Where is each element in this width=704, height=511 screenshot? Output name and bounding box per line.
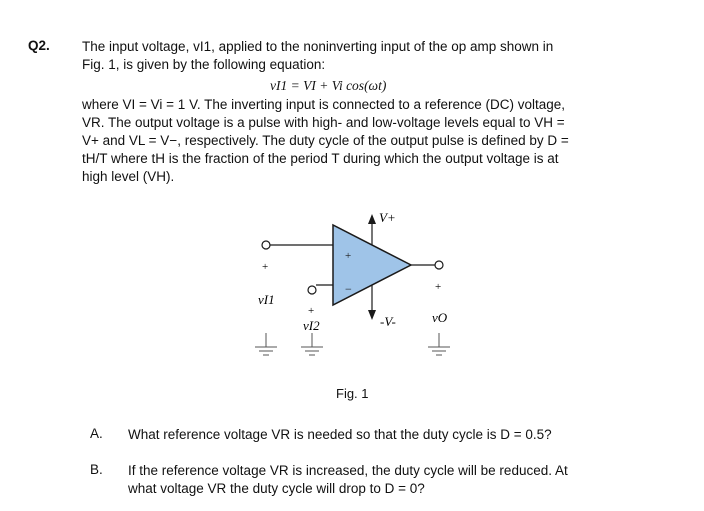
vi2-terminal	[308, 286, 316, 294]
vplus-label: V+	[379, 210, 396, 225]
question-intro-line-1: The input voltage, vI1, applied to the noninverting input of the op amp shown in	[82, 39, 554, 54]
body-line-3: V+ and VL = V−, respectively. The duty cycle of the output pulse is defined by D =	[82, 133, 569, 148]
body-line-2: VR. The output voltage is a pulse with high- and low-voltage levels equal to VH =	[82, 115, 565, 130]
inverting-minus-sign: −	[345, 282, 352, 296]
ground-symbol-vi2	[301, 333, 323, 355]
figure-caption: Fig. 1	[336, 386, 369, 401]
vo-label: vO	[432, 310, 448, 325]
body-line-1: where VI = Vi = 1 V. The inverting input is connected to a reference (DC) voltage,	[82, 97, 566, 112]
part-b-text-line-2: what voltage VR the duty cycle will drop to D = 0?	[128, 481, 425, 496]
vi1-terminal	[262, 241, 270, 249]
input-equation: vI1 = VI + Vi cos(ωt)	[270, 78, 387, 93]
vi1-plus-sign: +	[262, 261, 269, 273]
vo-terminal	[435, 261, 443, 269]
ground-symbol-vi1	[255, 333, 277, 355]
part-a-text: What reference voltage VR is needed so that the duty cycle is D = 0.5?	[128, 427, 552, 442]
vi2-plus-sign: +	[308, 305, 315, 317]
vminus-label: -V-	[380, 314, 396, 329]
vplus-arrow	[368, 214, 376, 224]
ground-symbol-vo	[428, 333, 450, 355]
noninverting-plus-sign: +	[345, 250, 352, 262]
part-b-label: B.	[90, 462, 103, 477]
vi2-label: vI2	[303, 318, 320, 333]
part-b-text-line-1: If the reference voltage VR is increased, the duty cycle will be reduced. At	[128, 463, 568, 478]
body-line-5: high level (VH).	[82, 169, 175, 184]
vminus-arrow	[368, 310, 376, 320]
vi1-label: vI1	[258, 292, 275, 307]
question-number: Q2.	[28, 38, 50, 53]
body-line-4: tH/T where tH is the fraction of the period T during which the output voltage is at	[82, 151, 559, 166]
vo-plus-sign: +	[435, 281, 442, 293]
question-intro-line-2: Fig. 1, is given by the following equation:	[82, 57, 326, 72]
part-a-label: A.	[90, 426, 103, 441]
